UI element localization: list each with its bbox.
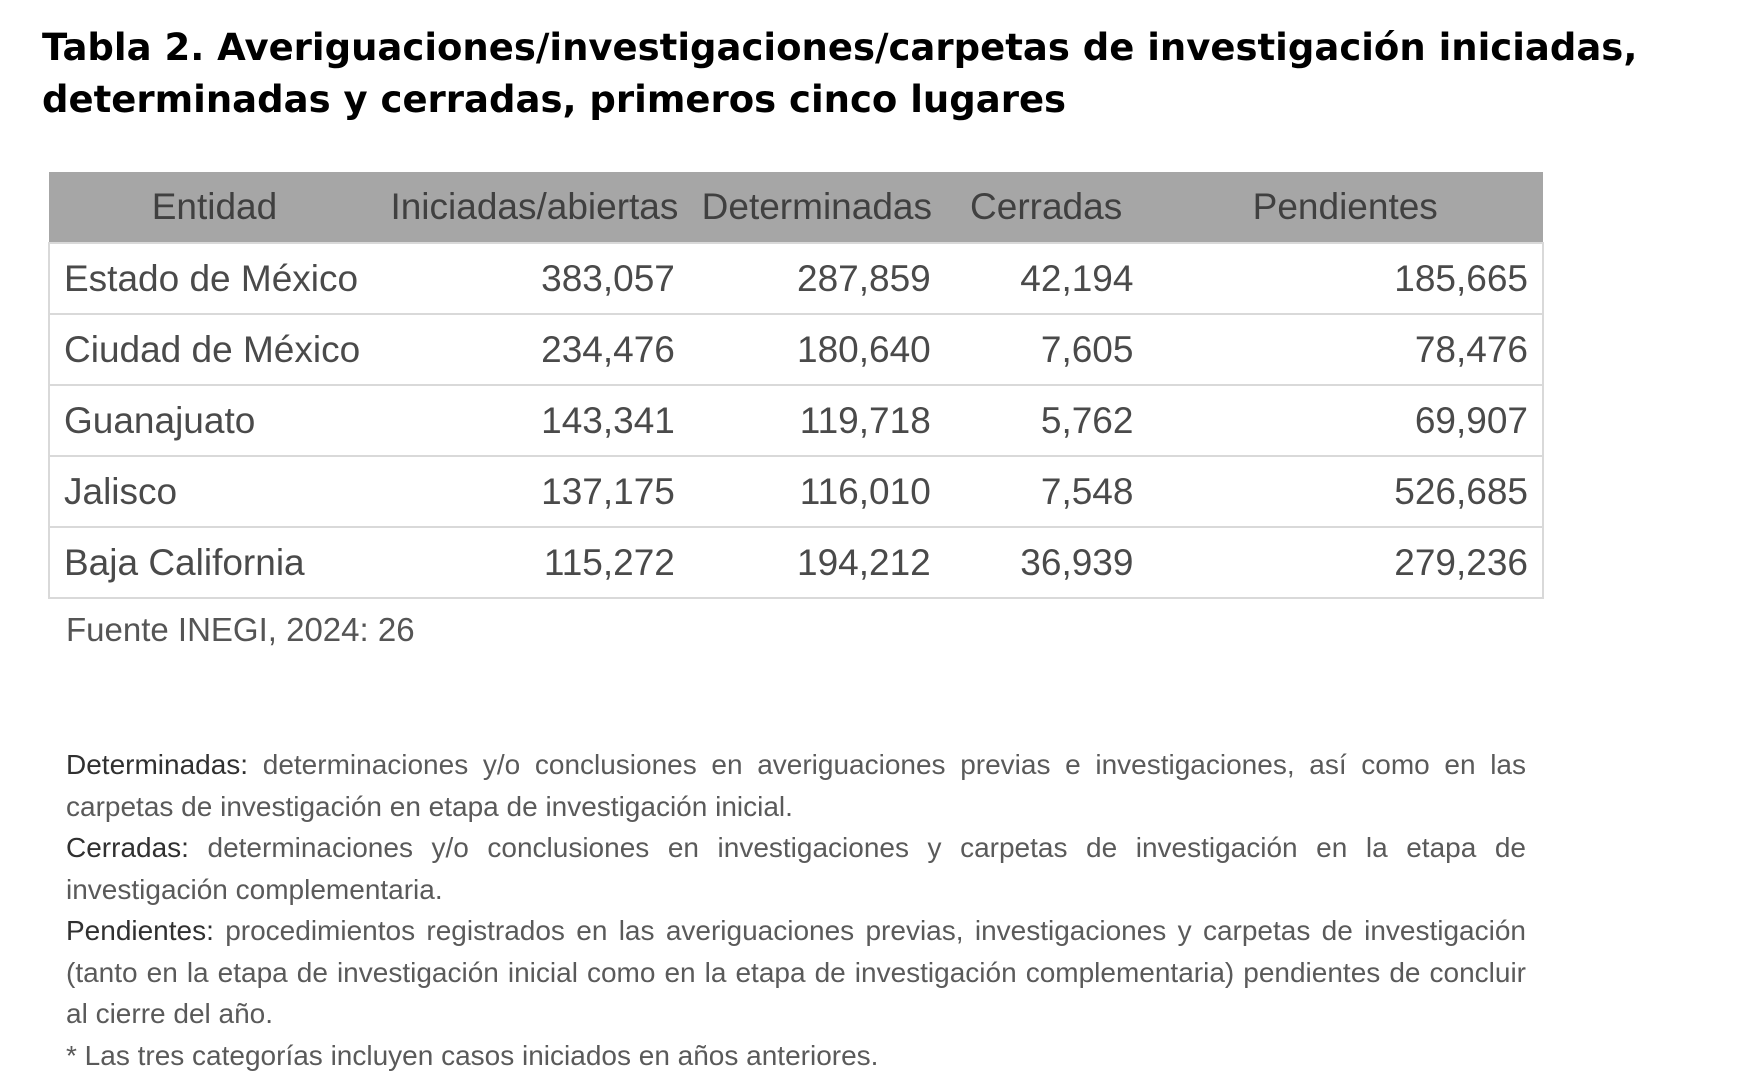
cell-iniciadas: 234,476 — [380, 314, 689, 385]
table-row — [49, 243, 1543, 314]
cell-entidad: Ciudad de México — [49, 314, 380, 385]
note-asterisk — [66, 1035, 1526, 1077]
header-determinadas: Determinadas — [689, 172, 945, 243]
source-note: Fuente INEGI, 2024: 26 — [66, 611, 415, 648]
cell-cerradas: 7,605 — [945, 314, 1148, 385]
table-row — [49, 314, 1543, 385]
cell-entidad: Jalisco — [49, 456, 380, 527]
cell-cerradas: 7,548 — [945, 456, 1148, 527]
note-cerradas — [66, 827, 1526, 910]
note-determinadas — [66, 744, 1526, 827]
note-text: determinaciones y/o conclusiones en averiguaciones previas e investigaciones, así como en las carpetas de investigación en etapa de investigación inicial. — [66, 749, 1526, 822]
table-row — [49, 385, 1543, 456]
cell-determinadas: 194,212 — [689, 527, 945, 598]
header-iniciadas: Iniciadas/abiertas — [380, 172, 689, 243]
table-title — [42, 22, 1757, 126]
definitions-notes — [66, 744, 1526, 1076]
note-text: * Las tres categorías incluyen casos iniciados en años anteriores. — [66, 1039, 879, 1071]
cell-cerradas: 5,762 — [945, 385, 1148, 456]
note-text: procedimientos registrados en las averiguaciones previas, investigaciones y carpetas de investigación (tanto en la etapa de investigación inicial como en la etapa de investigación complementaria) pendientes de concluir al cierre del año. — [66, 915, 1526, 1029]
cell-iniciadas: 115,272 — [380, 527, 689, 598]
title-line-2: determinadas y cerradas, primeros cinco lugares — [42, 78, 1067, 121]
cell-iniciadas: 137,175 — [380, 456, 689, 527]
cell-pendientes: 78,476 — [1147, 314, 1543, 385]
note-term: Determinadas: — [66, 749, 249, 780]
header-pendientes: Pendientes — [1147, 172, 1543, 243]
table-row — [49, 527, 1543, 598]
header-entidad: Entidad — [49, 172, 380, 243]
cell-cerradas: 36,939 — [945, 527, 1148, 598]
cell-determinadas: 119,718 — [689, 385, 945, 456]
note-text: determinaciones y/o conclusiones en investigaciones y carpetas de investigación en la etapa de investigación complementaria. — [66, 832, 1526, 905]
cell-determinadas: 180,640 — [689, 314, 945, 385]
header-cerradas: Cerradas — [945, 172, 1148, 243]
cell-entidad: Guanajuato — [49, 385, 380, 456]
note-term: Pendientes: — [66, 915, 214, 946]
cell-entidad: Estado de México — [49, 243, 380, 314]
note-term: Cerradas: — [66, 832, 189, 863]
cell-pendientes: 69,907 — [1147, 385, 1543, 456]
cell-pendientes: 526,685 — [1147, 456, 1543, 527]
cell-iniciadas: 383,057 — [380, 243, 689, 314]
cell-determinadas: 287,859 — [689, 243, 945, 314]
cell-pendientes: 185,665 — [1147, 243, 1543, 314]
table-row — [49, 456, 1543, 527]
cell-iniciadas: 143,341 — [380, 385, 689, 456]
cell-cerradas: 42,194 — [945, 243, 1148, 314]
cell-determinadas: 116,010 — [689, 456, 945, 527]
cell-entidad: Baja California — [49, 527, 380, 598]
note-pendientes — [66, 910, 1526, 1035]
cell-pendientes: 279,236 — [1147, 527, 1543, 598]
table-header-row — [49, 172, 1543, 243]
data-table — [48, 172, 1544, 599]
title-line-1: Tabla 2. Averiguaciones/investigaciones/carpetas de investigación iniciadas, — [42, 26, 1638, 69]
